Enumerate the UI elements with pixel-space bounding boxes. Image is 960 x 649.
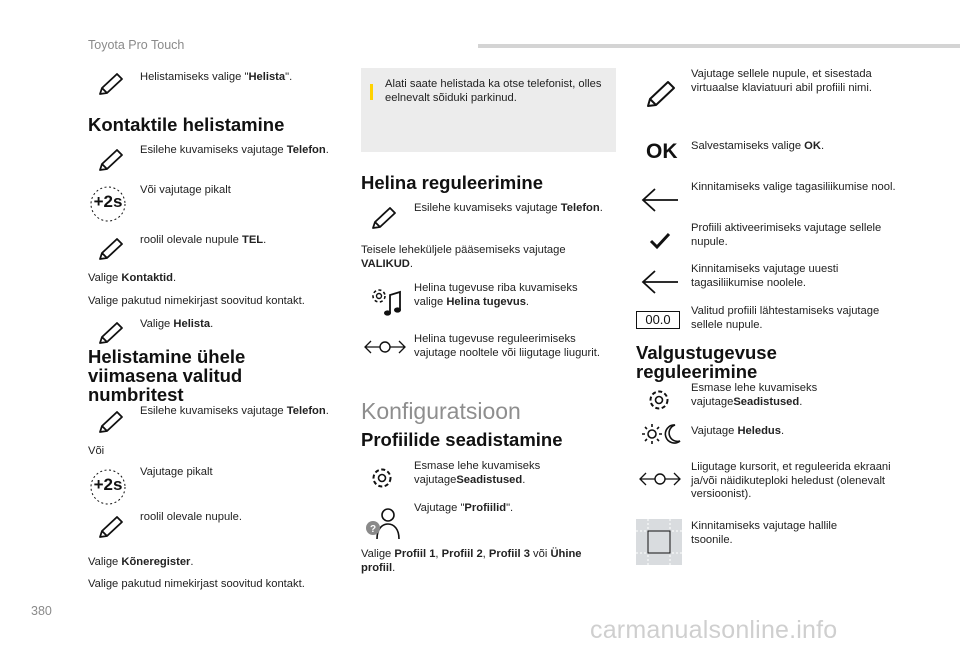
slider-arrows-icon <box>363 337 407 357</box>
contact-step-3: roolil olevale nupule TEL. <box>140 234 267 246</box>
back-arrow-icon <box>640 268 680 296</box>
settings-gear-icon <box>369 465 395 491</box>
checkmark-icon <box>649 232 671 250</box>
section-title-brightness: Valgustugevuse reguleerimine <box>636 342 777 382</box>
document-header: Toyota Pro Touch <box>88 38 185 52</box>
info-note <box>361 68 616 152</box>
ok-icon: OK <box>646 140 678 163</box>
or-label: Või <box>88 445 105 457</box>
back-step-2: Kinnitamiseks vajutage uuesti tagasiliikumise noolele. <box>691 263 839 289</box>
brightness-step-3: Liigutage kursorit, et reguleerida ekraani ja/või näidikuteploki heledust (olenevalt versioonist). <box>691 461 891 501</box>
reset-icon: 00.0 <box>636 311 680 329</box>
info-note-text: Alati saate helistada ka otse telefonist, olles eelnevalt sõiduki parkinud. <box>385 78 602 104</box>
step-call: Helistamiseks valige "Helista". <box>140 71 293 83</box>
select-log: Valige Kõneregister. <box>88 556 194 568</box>
header-rule <box>478 44 960 48</box>
ringtone-volume-icon <box>366 283 404 319</box>
settings-gear-icon <box>646 387 672 413</box>
pencil-icon <box>370 205 398 231</box>
info-icon <box>370 84 373 100</box>
pencil-icon <box>97 320 125 346</box>
svg-text:?: ? <box>369 524 377 535</box>
contact-step-1: Esilehe kuvamiseks vajutage Telefon. <box>140 144 329 156</box>
reset-step: Valitud profiili lähtestamiseks vajutage sellele nupule. <box>691 305 880 331</box>
profile-name-step: Vajutage sellele nupule, et sisestada virtuaalse klaviatuuri abil profiili nimi. <box>691 68 872 94</box>
section-title-recent: Helistamine ühele viimasena valitud numbritest <box>88 346 246 405</box>
back-step: Kinnitamiseks valige tagasiliikumise nool. <box>691 181 896 193</box>
select-contact-list: Valige pakutud nimekirjast soovitud kontakt. <box>88 295 305 307</box>
pencil-icon <box>97 409 125 435</box>
select-call: Valige Helista. <box>140 318 214 330</box>
ring-step-1: Esilehe kuvamiseks vajutage Telefon. <box>414 202 603 214</box>
recent-step-2: Vajutage pikalt <box>140 466 213 478</box>
contact-step-2: Või vajutage pikalt <box>140 184 231 196</box>
brightness-step-4: Kinnitamiseks vajutage hallile tsoonile. <box>691 520 838 546</box>
ring-step-3: Helina tugevuse reguleerimiseks vajutage nooltele või liigutage liugurit. <box>414 333 600 359</box>
user-profile-icon <box>363 505 405 541</box>
long-press-2s-icon: +2s <box>86 467 130 507</box>
chapter-title: Konfiguratsioon <box>361 398 521 424</box>
select-log-list: Valige pakutud nimekirjast soovitud kontakt. <box>88 578 305 590</box>
pencil-icon <box>97 514 125 540</box>
brightness-step-2: Vajutage Heledus. <box>691 425 785 437</box>
long-press-2s-icon: +2s <box>86 184 130 224</box>
brightness-step-1: Esmase lehe kuvamiseks vajutageSeadistused. <box>691 382 818 408</box>
save-step: Salvestamiseks valige OK. <box>691 140 825 152</box>
brightness-sun-moon-icon <box>640 423 682 445</box>
profiles-step-2: Vajutage "Profiilid". <box>414 502 514 514</box>
watermark: carmanualsonline.info <box>590 616 838 644</box>
section-title-ringtone: Helina reguleerimine <box>361 172 543 193</box>
page-number: 380 <box>31 604 52 618</box>
recent-step-1: Esilehe kuvamiseks vajutage Telefon. <box>140 405 329 417</box>
section-title-profiles: Profiilide seadistamine <box>361 429 563 450</box>
section-title-contact: Kontaktile helistamine <box>88 114 285 135</box>
ring-next-page: Teisele leheküljele pääsemiseks vajutage VALIKUD. <box>361 244 566 270</box>
activate-step: Profiili aktiveerimiseks vajutage sellele nupule. <box>691 222 882 248</box>
slider-arrows-icon <box>638 469 682 489</box>
back-arrow-icon <box>640 186 680 214</box>
pencil-icon <box>97 147 125 173</box>
grey-zone-icon <box>636 519 682 565</box>
pencil-icon <box>644 78 678 110</box>
pencil-icon <box>97 71 125 97</box>
profiles-step-1: Esmase lehe kuvamiseks vajutageSeadistused. <box>414 460 541 486</box>
select-contacts: Valige Kontaktid. <box>88 272 177 284</box>
recent-step-3: roolil olevale nupule. <box>140 511 242 523</box>
pencil-icon <box>97 236 125 262</box>
ring-step-2: Helina tugevuse riba kuvamiseks valige Helina tugevus. <box>414 282 578 308</box>
profiles-select: Valige Profiil 1, Profiil 2, Profiil 3 või Ühine profiil. <box>361 548 582 574</box>
